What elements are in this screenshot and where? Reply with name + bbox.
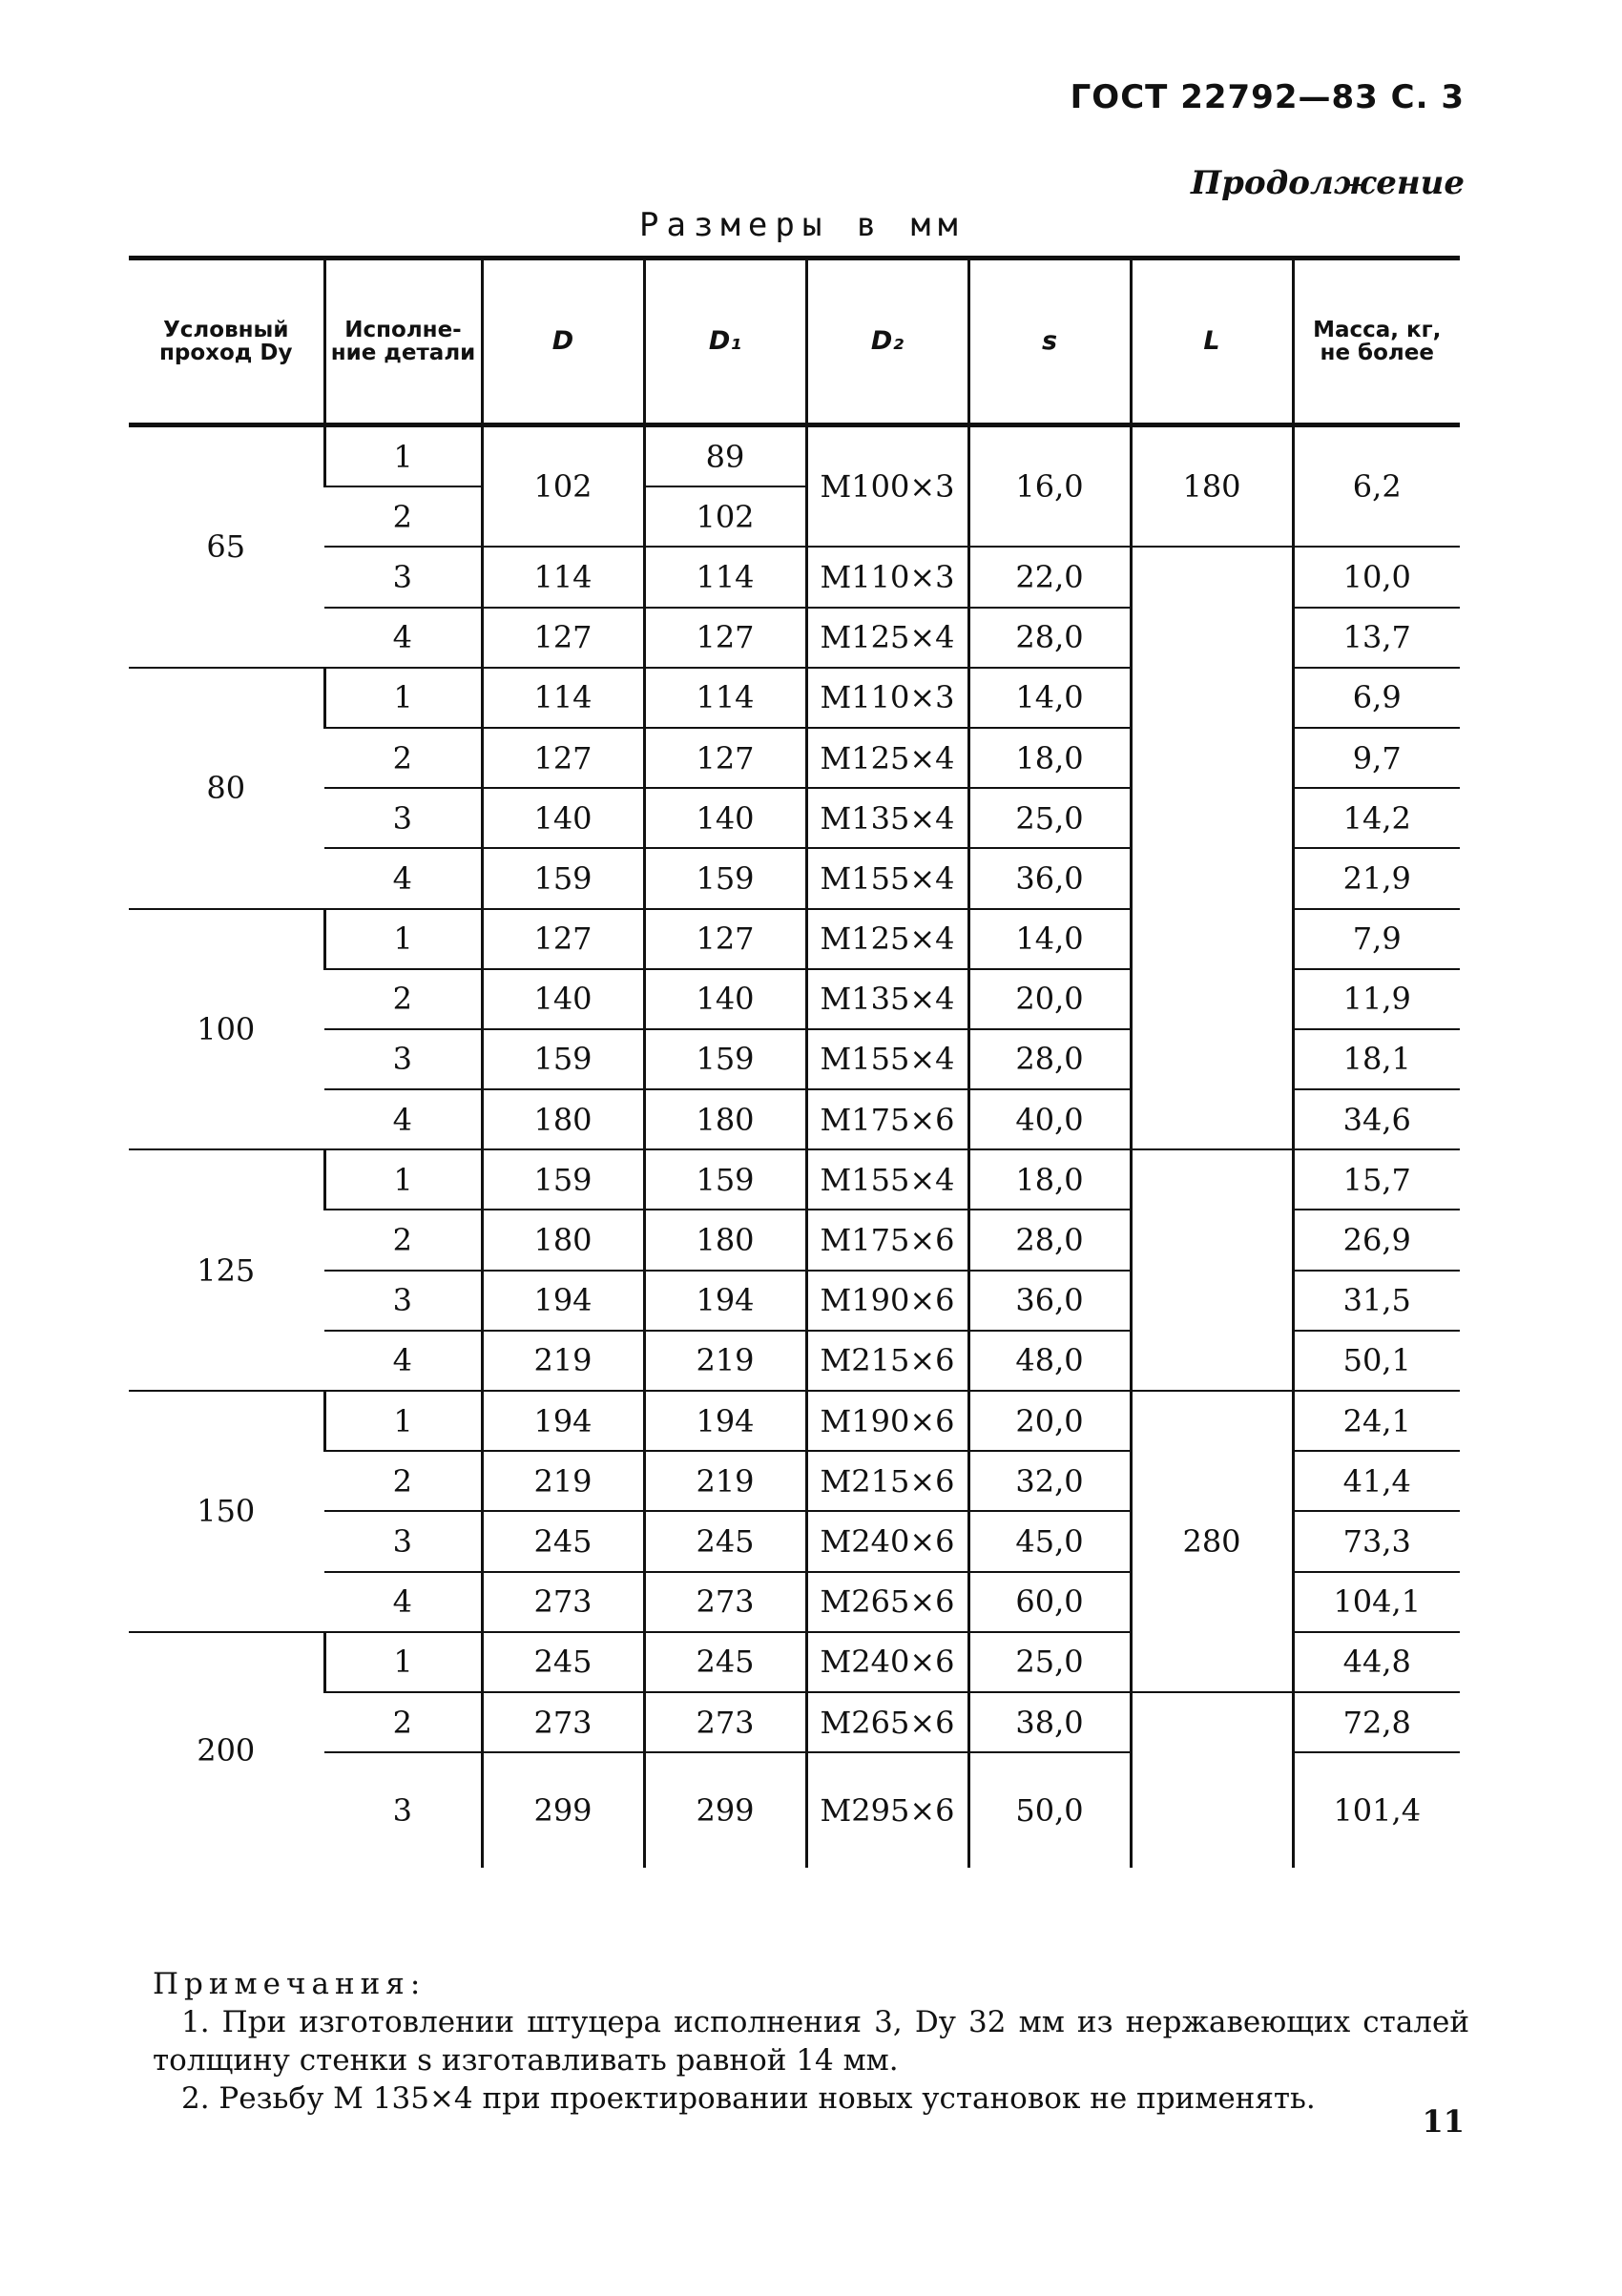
cell-v: 4	[324, 1089, 482, 1149]
cell-m: 15,7	[1293, 1149, 1460, 1210]
cell-D1: 114	[644, 547, 806, 607]
cell-m: 6,9	[1293, 668, 1460, 728]
cell-v: 1	[324, 1391, 482, 1451]
cell-D2: M155×4	[806, 848, 968, 908]
cell-D: 245	[482, 1632, 644, 1692]
col-d-header: D	[482, 259, 644, 425]
cell-D: 194	[482, 1271, 644, 1331]
cell-dy: 100	[129, 909, 324, 1150]
cell-m: 21,9	[1293, 848, 1460, 908]
col-mass-header: Масса, кг, не более	[1293, 259, 1460, 425]
cell-D2: M265×6	[806, 1692, 968, 1752]
cell-dy: 125	[129, 1149, 324, 1391]
cell-D1: 273	[644, 1572, 806, 1632]
cell-v: 1	[324, 668, 482, 728]
cell-D2: M155×4	[806, 1149, 968, 1210]
cell-D2: M110×3	[806, 547, 968, 607]
cell-D2: M295×6	[806, 1752, 968, 1868]
cell-D1: 219	[644, 1331, 806, 1391]
document-header: ГОСТ 22792—83 С. 3	[1070, 78, 1465, 116]
cell-v: 3	[324, 1271, 482, 1331]
cell-L: 280	[1131, 1391, 1293, 1692]
cell-v: 2	[324, 1451, 482, 1511]
cell-v: 2	[324, 486, 482, 547]
cell-v: 4	[324, 1331, 482, 1391]
cell-v: 2	[324, 728, 482, 788]
cell-dy: 65	[129, 425, 324, 668]
cell-D1: 159	[644, 1149, 806, 1210]
cell-s: 25,0	[968, 788, 1131, 848]
cell-L: 180	[1131, 425, 1293, 548]
page-number: 11	[1422, 2103, 1465, 2140]
cell-s: 22,0	[968, 547, 1131, 607]
cell-s: 36,0	[968, 848, 1131, 908]
col-s-header: s	[968, 259, 1131, 425]
cell-m: 72,8	[1293, 1692, 1460, 1752]
cell-v: 3	[324, 547, 482, 607]
cell-m: 31,5	[1293, 1271, 1460, 1331]
table-row	[129, 425, 1460, 487]
cell-s: 28,0	[968, 608, 1131, 668]
cell-D1: 180	[644, 1210, 806, 1270]
cell-dy: 200	[197, 1731, 256, 1769]
cell-D2: M215×6	[806, 1331, 968, 1391]
cell-D2: M125×4	[806, 909, 968, 969]
cell-D1: 127	[644, 909, 806, 969]
table-body	[129, 425, 1460, 1869]
cell-L	[1131, 1692, 1293, 1868]
notes-title: Примечания:	[153, 1967, 426, 2001]
cell-D: 159	[482, 1149, 644, 1210]
cell-D: 114	[482, 547, 644, 607]
cell-D1: 245	[644, 1511, 806, 1571]
cell-m: 6,2	[1293, 425, 1460, 548]
cell-m: 11,9	[1293, 969, 1460, 1029]
cell-s: 60,0	[968, 1572, 1131, 1632]
cell-L	[1131, 547, 1293, 1149]
cell-v: 4	[324, 608, 482, 668]
cell-D2: M265×6	[806, 1572, 968, 1632]
cell-D2: M215×6	[806, 1451, 968, 1511]
cell-L	[1131, 1149, 1293, 1391]
cell-s: 45,0	[968, 1511, 1131, 1571]
cell-D: 219	[482, 1451, 644, 1511]
cell-D2: M190×6	[806, 1271, 968, 1331]
cell-v: 3	[324, 788, 482, 848]
cell-s: 40,0	[968, 1089, 1131, 1149]
cell-D2: M240×6	[806, 1632, 968, 1692]
cell-D1: 89	[644, 425, 806, 487]
cell-D: 219	[482, 1331, 644, 1391]
cell-v: 2	[324, 1692, 482, 1752]
cell-m: 73,3	[1293, 1511, 1460, 1571]
cell-dy: 80	[129, 668, 324, 909]
cell-D1: 245	[644, 1632, 806, 1692]
cell-D: 245	[482, 1511, 644, 1571]
cell-D2: M240×6	[806, 1511, 968, 1571]
cell-m: 18,1	[1293, 1029, 1460, 1089]
cell-s: 38,0	[968, 1692, 1131, 1752]
note-item-2: 2. Резьбу M 135×4 при проектировании новых установок не применять.	[181, 2081, 1316, 2116]
cell-v: 2	[324, 1210, 482, 1270]
cell-D: 127	[482, 728, 644, 788]
cell-D: 273	[482, 1572, 644, 1632]
cell-s: 16,0	[968, 425, 1131, 548]
cell-D: 102	[482, 425, 644, 548]
cell-s: 20,0	[968, 1391, 1131, 1451]
cell-D2: M110×3	[806, 668, 968, 728]
notes	[153, 1965, 1469, 2118]
cell-D: 140	[482, 788, 644, 848]
cell-D1: 140	[644, 969, 806, 1029]
cell-D: 140	[482, 969, 644, 1029]
cell-m: 104,1	[1293, 1572, 1460, 1632]
cell-m: 26,9	[1293, 1210, 1460, 1270]
cell-D1: 159	[644, 848, 806, 908]
cell-D: 180	[482, 1089, 644, 1149]
cell-s: 48,0	[968, 1331, 1131, 1391]
cell-D2: M155×4	[806, 1029, 968, 1089]
cell-D1: 194	[644, 1391, 806, 1451]
cell-s: 14,0	[968, 909, 1131, 969]
cell-s: 28,0	[968, 1210, 1131, 1270]
cell-s: 28,0	[968, 1029, 1131, 1089]
col-d2-header: D₂	[806, 259, 968, 425]
table-row	[129, 1391, 1460, 1451]
cell-m: 24,1	[1293, 1391, 1460, 1451]
cell-D: 127	[482, 909, 644, 969]
cell-D1: 127	[644, 608, 806, 668]
cell-D2: M190×6	[806, 1391, 968, 1451]
cell-s: 20,0	[968, 969, 1131, 1029]
table-header-row	[129, 259, 1460, 425]
cell-m: 10,0	[1293, 547, 1460, 607]
cell-D: 180	[482, 1210, 644, 1270]
cell-m: 50,1	[1293, 1331, 1460, 1391]
cell-D2: M125×4	[806, 608, 968, 668]
cell-D1: 140	[644, 788, 806, 848]
cell-D: 273	[482, 1692, 644, 1752]
cell-v: 3	[324, 1029, 482, 1089]
cell-D: 299	[482, 1752, 644, 1868]
cell-s: 14,0	[968, 668, 1131, 728]
cell-dy: 150	[129, 1391, 324, 1632]
cell-s: 25,0	[968, 1632, 1131, 1692]
cell-m: 13,7	[1293, 608, 1460, 668]
dimensions-table	[129, 256, 1460, 1868]
table-caption: Размеры в мм	[639, 206, 966, 244]
cell-D1: 194	[644, 1271, 806, 1331]
cell-s: 36,0	[968, 1271, 1131, 1331]
cell-D1: 127	[644, 728, 806, 788]
cell-s: 32,0	[968, 1451, 1131, 1511]
cell-D2: M175×6	[806, 1210, 968, 1270]
cell-m: 44,8	[1293, 1632, 1460, 1692]
cell-D: 127	[482, 608, 644, 668]
cell-s: 50,0	[968, 1752, 1131, 1868]
cell-D2: M100×3	[806, 425, 968, 548]
cell-D1: 299	[644, 1752, 806, 1868]
cell-m: 34,6	[1293, 1089, 1460, 1149]
cell-D: 159	[482, 848, 644, 908]
table-row	[129, 547, 1460, 607]
cell-m: 7,9	[1293, 909, 1460, 969]
col-variant-header: Исполне-ние детали	[324, 259, 482, 425]
table-row	[129, 1692, 1460, 1752]
cell-D1: 159	[644, 1029, 806, 1089]
cell-v: 1	[324, 1149, 482, 1210]
cell-D: 194	[482, 1391, 644, 1451]
cell-D2: M175×6	[806, 1089, 968, 1149]
cell-v: 2	[324, 969, 482, 1029]
col-d1-header: D₁	[644, 259, 806, 425]
cell-s: 18,0	[968, 1149, 1131, 1210]
cell-D1: 219	[644, 1451, 806, 1511]
cell-D: 159	[482, 1029, 644, 1089]
cell-m: 41,4	[1293, 1451, 1460, 1511]
cell-D2: M135×4	[806, 788, 968, 848]
cell-v: 4	[324, 1572, 482, 1632]
cell-D1: 114	[644, 668, 806, 728]
cell-v: 3	[324, 1511, 482, 1571]
cell-D1: 273	[644, 1692, 806, 1752]
cell-D2: M135×4	[806, 969, 968, 1029]
cell-m: 9,7	[1293, 728, 1460, 788]
cell-m: 14,2	[1293, 788, 1460, 848]
cell-D1: 180	[644, 1089, 806, 1149]
cell-D2: M125×4	[806, 728, 968, 788]
cell-v: 4	[324, 848, 482, 908]
note-item-1: 1. При изготовлении штуцера исполнения 3, Dу 32 мм из нержавеющих сталей толщину стенки s изготавливать равной 14 мм.	[153, 2005, 1469, 2078]
cell-v: 1	[324, 909, 482, 969]
col-dy-header: Условный проход Dу	[129, 259, 324, 425]
cell-D1: 102	[644, 486, 806, 547]
cell-m: 101,4	[1293, 1752, 1460, 1868]
cell-D: 114	[482, 668, 644, 728]
cell-v: 1	[324, 1632, 482, 1692]
table-row	[129, 1149, 1460, 1210]
cell-s: 18,0	[968, 728, 1131, 788]
col-l-header: L	[1131, 259, 1293, 425]
cell-v: 3	[392, 1792, 412, 1830]
cell-v: 1	[324, 425, 482, 487]
continuation-label: Продолжение	[1191, 164, 1465, 202]
